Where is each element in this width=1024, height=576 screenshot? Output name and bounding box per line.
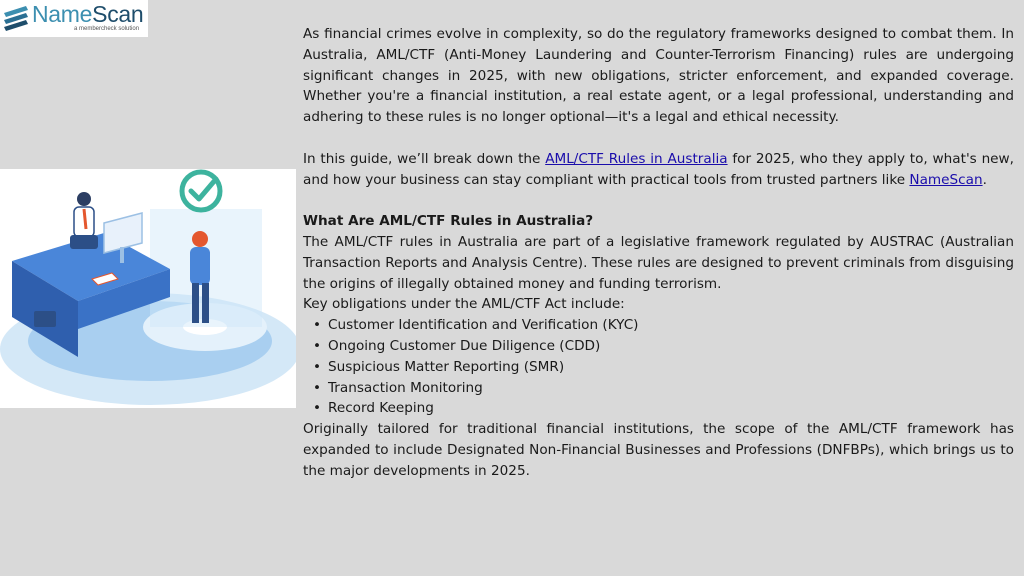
list-item: • Suspicious Matter Reporting (SMR) <box>303 357 1014 378</box>
logo-name-part1: Name <box>32 1 93 27</box>
compliance-illustration <box>0 169 296 408</box>
obligations-list <box>303 315 1014 419</box>
paragraph-spacer <box>303 190 1014 211</box>
list-item: • Transaction Monitoring <box>303 378 1014 399</box>
list-item: • Customer Identification and Verification (KYC) <box>303 315 1014 336</box>
body-paragraph-1: The AML/CTF rules in Australia are part of a legislative framework regulated by AUSTRAC (Australian Transaction Reports and Analysis Centre). These rules are designed to prevent criminals from disguising the origins of illegally obtained money and funding terrorism. <box>303 233 1014 292</box>
list-item: • Ongoing Customer Due Diligence (CDD) <box>303 336 1014 357</box>
guide-text-pre: In this guide, we’ll break down the <box>303 150 546 167</box>
paragraph-spacer <box>303 128 1014 149</box>
article-content <box>303 24 1014 482</box>
guide-text-post: . <box>982 171 987 188</box>
list-item: • Record Keeping <box>303 398 1014 419</box>
logo-name-part2: Scan <box>92 1 144 27</box>
body-paragraph-2: Originally tailored for traditional financial institutions, the scope of the AML/CTF framework has expanded to include Designated Non-Financial Businesses and Professions (DNFBPs), which brings us to the major developments in 2025. <box>303 421 1014 479</box>
guide-paragraph <box>303 149 1014 191</box>
logo-tagline: a membercheck solution <box>74 26 140 32</box>
section-heading: What Are AML/CTF Rules in Australia? <box>303 213 594 230</box>
aml-ctf-rules-link[interactable]: AML/CTF Rules in Australia <box>545 150 728 167</box>
obligations-intro: Key obligations under the AML/CTF Act include: <box>303 296 625 313</box>
namescan-logo-icon <box>2 3 30 33</box>
intro-paragraph: As financial crimes evolve in complexity, so do the regulatory frameworks designed to combat them. In Australia, AML/CTF (Anti-Money Laundering and Counter-Terrorism Financing) rules are undergoing significant changes in 2025, with new obligations, stricter enforcement, and expanded coverage. Whether you're a financial institution, a real estate agent, or a legal professional, understanding and adhering to these rules is no longer optional—it's a legal and ethical necessity. <box>303 26 1014 126</box>
guide-text-mid: for 2025, who they apply to, what's new, and how your business can stay compliant with practical tools from trusted partners like <box>303 150 1014 188</box>
logo-wordmark <box>32 1 143 28</box>
namescan-link[interactable]: NameScan <box>909 171 983 188</box>
namescan-logo[interactable] <box>0 0 148 37</box>
